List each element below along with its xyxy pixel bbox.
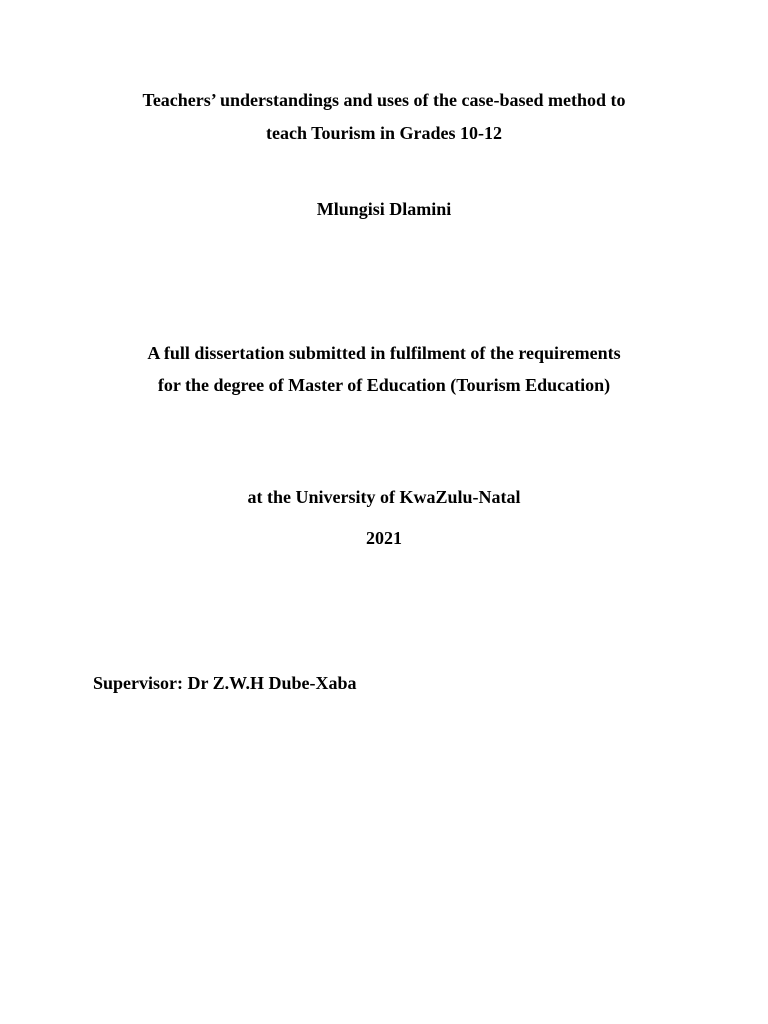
author-name: Mlungisi Dlamini <box>316 199 452 219</box>
submission-statement-line-1: A full dissertation submitted in fulfilment of the requirements <box>147 343 621 363</box>
submission-statement-line-2: for the degree of Master of Education (Tourism Education) <box>157 375 611 395</box>
thesis-title-line-1: Teachers’ understandings and uses of the case-based method to <box>142 90 626 110</box>
supervisor-name: Supervisor: Dr Z.W.H Dube-Xaba <box>93 673 357 693</box>
institution-name: at the University of KwaZulu-Natal <box>247 487 521 507</box>
thesis-title-line-2: teach Tourism in Grades 10-12 <box>265 123 502 143</box>
submission-year: 2021 <box>366 528 402 548</box>
